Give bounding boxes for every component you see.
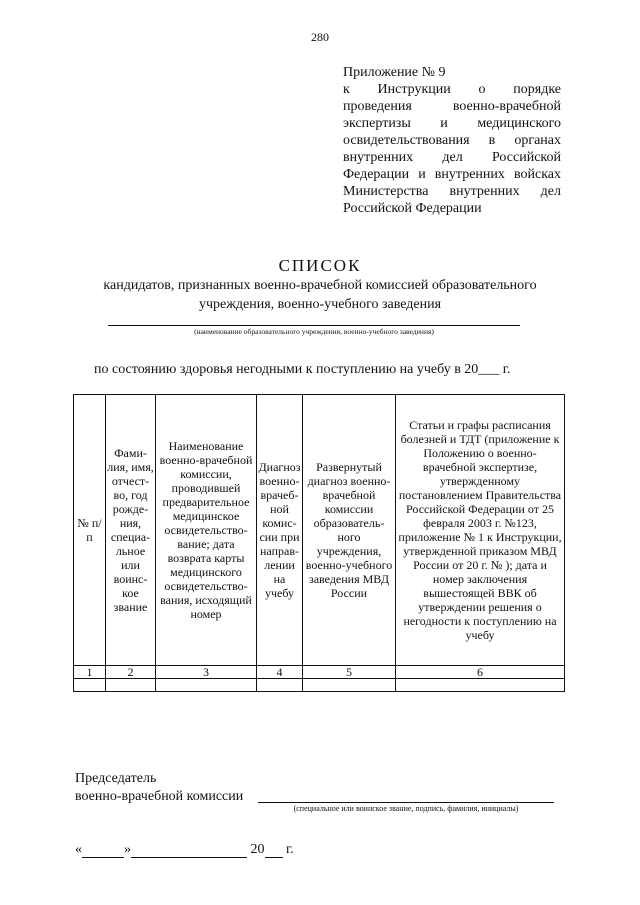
column-number: 2 xyxy=(106,666,156,679)
document-title: СПИСОК xyxy=(278,256,362,275)
state-line: по состоянию здоровья негодными к поступлению на учебу в 20___ г. xyxy=(94,362,511,377)
table-cell xyxy=(74,679,106,692)
table-cell xyxy=(396,679,565,692)
header-cell: Диагноз военно-врачеб-ной комис-сии при направ-лении на учебу xyxy=(257,395,303,666)
appendix-line: внутренних дел Российской xyxy=(343,150,561,165)
appendix-line: экспертизы и медицинского xyxy=(343,116,561,131)
table-row xyxy=(74,679,565,692)
signature-title-1: Председатель xyxy=(75,771,157,786)
column-number: 3 xyxy=(156,666,257,679)
signature-caption: (специальное или воинское звание, подпись, фамилия, инициалы) xyxy=(293,804,519,813)
header-cell: № п/п xyxy=(74,395,106,666)
header-cell: Статьи и графы расписания болезней и ТДТ (приложение к Положению о военно-врачебной экспертизе, утвержденному постановлением Правительства Российской Федерации от 25 февраля 2003 г. №123, приложение № 1 к Инструкции, утвержденной приказом МВД России от 20 г. № ); дата и номер заключения вышестоящей ВВК об утверждении решения о негодности к поступлению на учебу xyxy=(396,395,565,666)
subtitle-line-2: учреждения, военно-учебного заведения xyxy=(198,297,442,312)
appendix-line: Федерации и внутренних войсках xyxy=(343,167,561,182)
table-header-row xyxy=(74,395,565,666)
institution-caption: (наименование образовательного учреждения, военно-учебного заведения) xyxy=(194,327,434,336)
page-number: 280 xyxy=(311,30,329,44)
header-cell: Наименование военно-врачебной комиссии, проводившей предварительное медицинское освидетельство-вание; дата возврата карты медицинского освидетельство-вания, исходящий номер xyxy=(156,395,257,666)
signature-title-2: военно-врачебной комиссии xyxy=(75,789,244,804)
date-line xyxy=(75,842,294,858)
year-prefix: 20 xyxy=(250,842,265,857)
appendix-line: к Инструкции о порядке xyxy=(343,82,561,97)
table-cell xyxy=(156,679,257,692)
table-cell xyxy=(106,679,156,692)
appendix-line: Приложение № 9 xyxy=(343,65,446,80)
signature-block xyxy=(75,770,243,806)
day-blank xyxy=(82,843,124,858)
appendix-line: Министерства внутренних дел xyxy=(343,184,561,199)
document-subtitle xyxy=(60,276,580,314)
column-number: 4 xyxy=(257,666,303,679)
header-cell: Фами-лия, имя, отчест-во, год рожде-ния, специа-льное или воинс-кое звание xyxy=(106,395,156,666)
table-number-row xyxy=(74,666,565,679)
year-blank xyxy=(265,843,283,858)
appendix-line: Российской Федерации xyxy=(343,201,482,216)
date-close-quote: » xyxy=(124,842,131,857)
institution-name-line xyxy=(108,325,520,326)
table-cell xyxy=(257,679,303,692)
appendix-block xyxy=(343,64,561,217)
year-suffix: г. xyxy=(286,842,294,857)
subtitle-line-1: кандидатов, признанных военно-врачебной комиссией образовательного xyxy=(103,278,537,293)
column-number: 5 xyxy=(303,666,396,679)
month-blank xyxy=(131,843,247,858)
appendix-line: освидетельствования в органах xyxy=(343,133,561,148)
header-cell: Развернутый диагноз военно-врачебной комиссии образователь-ного учреждения, военно-учебного заведения МВД России xyxy=(303,395,396,666)
candidates-table xyxy=(73,394,565,692)
column-number: 6 xyxy=(396,666,565,679)
table-cell xyxy=(303,679,396,692)
appendix-line: проведения военно-врачебной xyxy=(343,99,561,114)
date-open-quote: « xyxy=(75,842,82,857)
column-number: 1 xyxy=(74,666,106,679)
signature-line xyxy=(258,802,554,803)
